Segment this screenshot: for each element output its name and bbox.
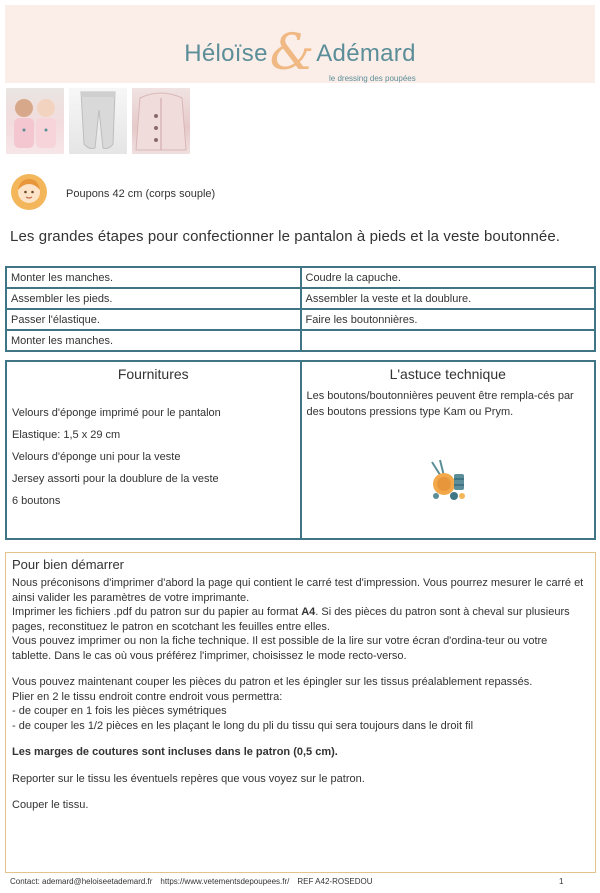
page-number: 1 [559, 877, 564, 886]
website-link[interactable]: https://www.vetementsdepoupees.fr/ [160, 877, 290, 886]
paragraph: Couper le tissu. [12, 799, 89, 811]
table-row [6, 267, 595, 288]
list-item: - de couper les 1/2 pièces en les plaçant le long du pli du tissu qui sera toujours dans le droit fil [12, 719, 474, 732]
brand-name-second: Adémard [316, 40, 416, 67]
paper-format: A4 [301, 606, 316, 618]
step-cell: Monter les manches. [6, 330, 301, 351]
list-item: Velours d'éponge uni pour la veste [12, 451, 181, 463]
table-row [6, 288, 595, 309]
thumbnail-jacket[interactable] [132, 88, 190, 154]
brand-name-first: Héloïse [184, 40, 268, 67]
tip-title: L'astuce technique [389, 366, 506, 382]
doll-face-icon [10, 173, 48, 211]
step-cell: Coudre la capuche. [301, 267, 596, 288]
step-cell: Passer l'élastique. [6, 309, 301, 330]
seam-allowance-note: Les marges de coutures sont incluses dans le patron (0,5 cm). [12, 746, 338, 758]
paragraph [12, 605, 589, 634]
product-thumbnails [6, 88, 190, 154]
getting-started-title: Pour bien démarrer [12, 557, 124, 572]
paragraph: Vous pouvez imprimer ou non la fiche technique. Il est possible de la lire sur votre écran d'ordina-teur ou votre tablette. Dans le cas où vous préférez l'imprimer, choisissez le mode recto-verso. [12, 635, 548, 662]
paragraph-text: . Si des pièces du patron sont à cheval sur plusieurs pages, reconstituez le patron en scotchant les feuilles entre elles. [12, 606, 570, 633]
brand-logo[interactable] [184, 19, 416, 83]
paragraph: Plier en 2 le tissu endroit contre endroit vous permettra: [12, 690, 283, 703]
contact-email[interactable]: Contact: ademard@heloiseetademard.fr [10, 877, 153, 886]
table-row [6, 309, 595, 330]
brand-tagline: le dressing des poupées [329, 74, 416, 83]
steps-table [5, 266, 596, 352]
thumbnail-pants[interactable] [69, 88, 127, 154]
brand-header [5, 5, 595, 83]
paragraph: Reporter sur le tissu les éventuels repères que vous voyez sur le patron. [12, 772, 365, 785]
list-item: Velours d'éponge imprimé pour le pantalon [12, 407, 221, 419]
supplies-tip-box [5, 360, 596, 540]
paragraph-text: Imprimer les fichiers .pdf du patron sur du papier au format [12, 606, 302, 618]
step-cell: Monter les manches. [6, 267, 301, 288]
supplies-list [12, 402, 295, 512]
paragraph: Vous pouvez maintenant couper les pièces du patron et les épingler sur les tissus préalablement repassés. [12, 676, 533, 688]
tip-column [300, 362, 595, 538]
brand-ampersand: & [269, 23, 315, 81]
page-footer [10, 877, 590, 886]
step-cell: Assembler les pieds. [6, 288, 301, 309]
list-item: - de couper en 1 fois les pièces symétriques [12, 705, 227, 717]
list-item: 6 boutons [12, 495, 61, 507]
fold-benefits-list [12, 704, 589, 733]
tip-text: Les boutons/boutonnières peuvent être rempla-cés par des boutons pressions type Kam ou Prym. [306, 390, 574, 418]
step-cell: Assembler la veste et la doublure. [301, 288, 596, 309]
step-cell: Faire les boutonnières. [301, 309, 596, 330]
table-row [6, 330, 595, 351]
sewing-kit-icon [420, 456, 472, 508]
list-item: Jersey assorti pour la doublure de la veste [12, 473, 219, 485]
reference-code: REF A42-ROSEDOU [297, 877, 373, 886]
doll-size-label: Poupons 42 cm (corps souple) [66, 188, 216, 200]
steps-title: Les grandes étapes pour confectionner le pantalon à pieds et la veste boutonnée. [10, 228, 561, 245]
paragraph: Nous préconisons d'imprimer d'abord la page qui contient le carré test d'impression. Vous pourrez mesurer le carré et ainsi valider les paramètres de votre imprimante. [12, 577, 584, 604]
list-item: Elastique: 1,5 x 29 cm [12, 429, 121, 441]
thumbnail-dolls[interactable] [6, 88, 64, 154]
step-cell [301, 330, 596, 351]
supplies-column [7, 362, 300, 538]
supplies-title: Fournitures [117, 366, 189, 382]
getting-started-section [5, 552, 596, 873]
